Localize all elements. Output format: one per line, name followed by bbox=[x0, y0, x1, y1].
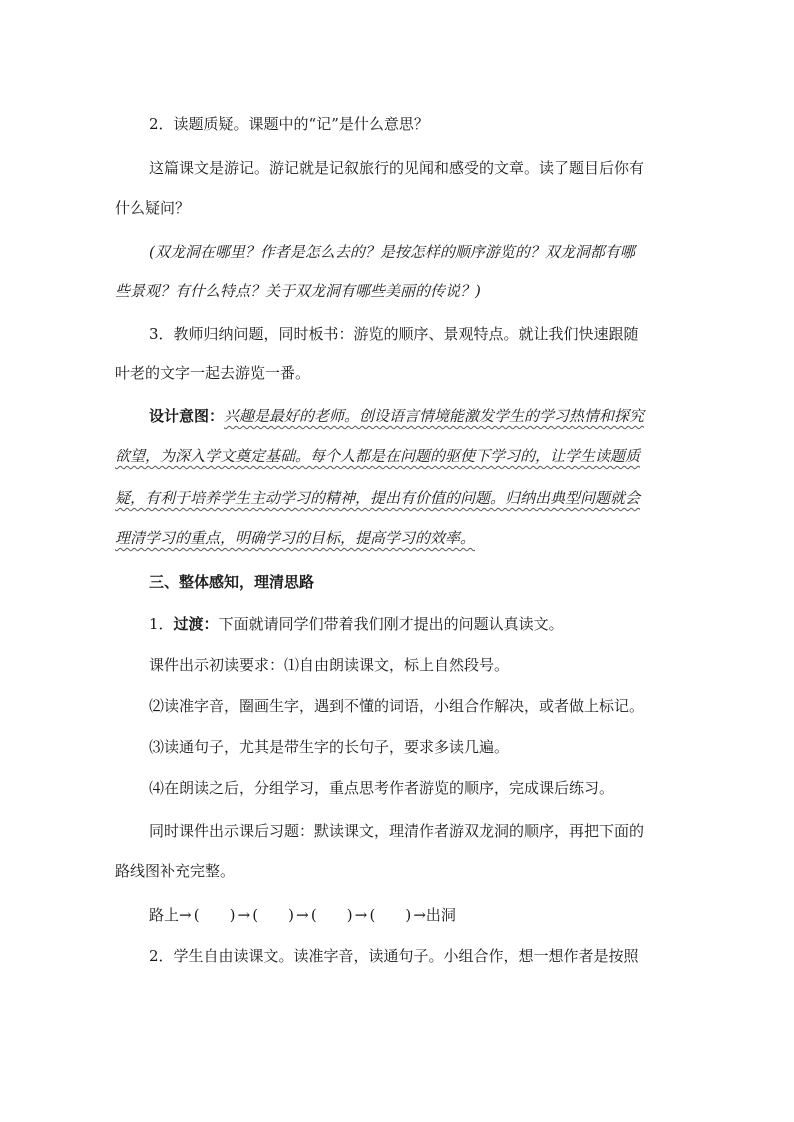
design-intent-text-4: 理清学习的重点，明确学习的目标，提高学习的效率。 bbox=[115, 529, 476, 547]
transition-number: 1． bbox=[149, 615, 174, 633]
reading-req-2: ⑵读准字音，圈画生字，遇到不懂的词语，小组合作解决，或者做上标记。 bbox=[149, 697, 645, 715]
route-arrow: → bbox=[354, 906, 368, 924]
exercise-intro-1: 同时课件出示课后习题：默读课文，理清作者游双龙洞的顺序，再把下面的 bbox=[149, 822, 645, 840]
reading-req-1: 课件出示初读要求：⑴自由朗读课文，标上自然段号。 bbox=[149, 656, 510, 674]
para-travelogue-1: 这篇课文是游记。游记就是记叙旅行的见闻和感受的文章。读了题目后你有 bbox=[149, 159, 645, 177]
design-intent-text-2: 欲望，为深入学文奠定基础。每个人都是在问题的驱使下学习的，让学生读题质 bbox=[115, 447, 641, 465]
reading-req-3: ⑶读通句子，尤其是带生字的长句子，要求多读几遍。 bbox=[149, 738, 510, 756]
route-blank-1: ( ) bbox=[193, 906, 236, 924]
design-intent-text-3: 疑，有利于培养学生主动学习的精神，提出有价值的问题。归纳出典型问题就会 bbox=[115, 489, 641, 507]
route-blank-2: ( ) bbox=[252, 906, 295, 924]
para-teacher-summary-1: 3．教师归纳问题，同时板书：游览的顺序、景观特点。就让我们快速跟随 bbox=[149, 325, 639, 343]
para-student-reading: 2．学生自由读课文。读准字音，读通句子。小组合作，想一想作者是按照 bbox=[149, 947, 639, 965]
section-heading-overall: 三、整体感知，理清思路 bbox=[149, 573, 315, 591]
exercise-intro-2: 路线图补充完整。 bbox=[115, 862, 236, 880]
para-travelogue-2: 什么疑问？ bbox=[115, 199, 191, 217]
para-teacher-summary-2: 叶老的文字一起去游览一番。 bbox=[115, 364, 311, 382]
route-blank-4: ( ) bbox=[369, 906, 412, 924]
route-arrow: → bbox=[296, 906, 309, 924]
route-arrow: → bbox=[179, 906, 192, 924]
route-blank-3: ( ) bbox=[310, 906, 353, 924]
para-transition bbox=[149, 614, 564, 634]
transition-text: 下面就请同学们带着我们刚才提出的问题认真读文。 bbox=[218, 615, 564, 633]
para-question-title: 2．读题质疑。课题中的“记”是什么意思？ bbox=[149, 115, 429, 133]
design-intent-line-1 bbox=[149, 406, 644, 426]
route-end: 出洞 bbox=[425, 906, 456, 924]
route-diagram bbox=[149, 905, 456, 925]
reading-req-4: ⑷在朗读之后，分组学习，重点思考作者游览的顺序，完成课后练习。 bbox=[149, 779, 615, 797]
transition-label: 过渡： bbox=[173, 615, 219, 633]
route-arrow: → bbox=[237, 906, 251, 924]
design-intent-label: 设计意图： bbox=[149, 407, 225, 425]
para-questions-2: 些景观？有什么特点？关于双龙洞有哪些美丽的传说？) bbox=[115, 282, 481, 300]
para-questions-1: (双龙洞在哪里？作者是怎么去的？是按怎样的顺序游览的？双龙洞都有哪 bbox=[149, 243, 635, 261]
route-start: 路上 bbox=[149, 906, 180, 924]
route-arrow: → bbox=[413, 906, 426, 924]
design-intent-text-1: 兴趣是最好的老师。创设语言情境能激发学生的学习热情和探究 bbox=[224, 407, 645, 425]
